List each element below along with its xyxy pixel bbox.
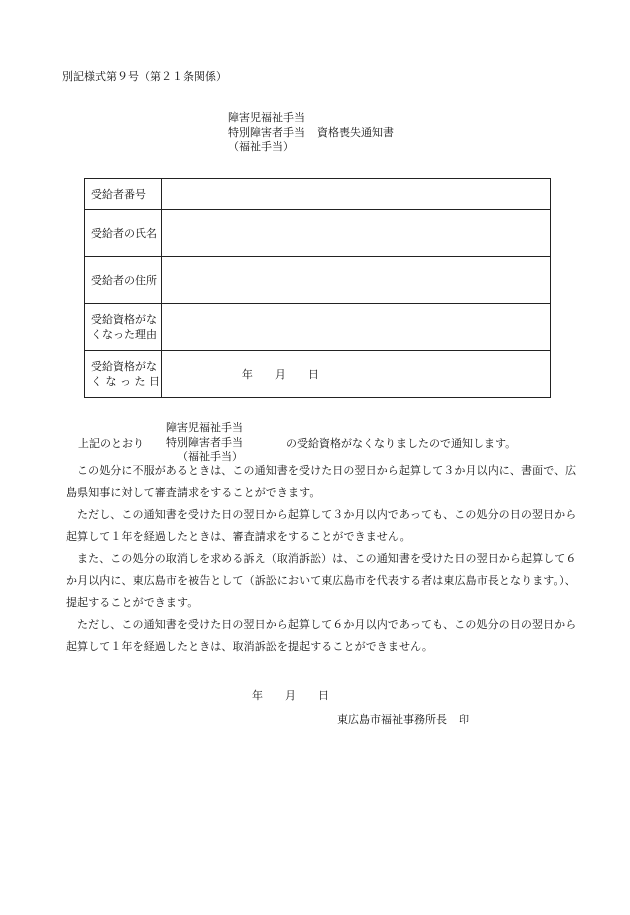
loss-date-year: 年 <box>241 368 253 381</box>
recipient-name-label: 受給者の氏名 <box>85 210 162 257</box>
notice-statement: の受給資格がなくなりましたので通知します。 <box>286 437 517 450</box>
issuer-name: 東広島市福祉事務所長 <box>337 713 447 726</box>
issuer-line <box>337 712 469 728</box>
document-title <box>228 111 394 155</box>
loss-reason-field[interactable] <box>161 304 550 351</box>
form-number: 別記様式第９号（第２１条関係） <box>62 70 227 83</box>
table-row <box>85 351 551 398</box>
loss-reason-label-line2: くなった理由 <box>91 328 157 341</box>
loss-date-label-line2: く な っ た 日 <box>91 375 160 388</box>
table-row <box>85 304 551 351</box>
title-notice-name: 資格喪失通知書 <box>317 125 394 139</box>
title-line-special-allowance <box>228 126 394 141</box>
paragraph-review-limit: ただし、この通知書を受けた日の翌日から起算して３か月以内であっても、この処分の日の翌日から起算して１年を経過したときは、審査請求をすることができません。 <box>66 508 577 543</box>
title-special-allowance: 特別障害者手当 <box>228 125 305 139</box>
table-row <box>85 210 551 257</box>
paragraph-lawsuit: また、この処分の取消しを求める訴え（取消訴訟）は、この通知書を受けた日の翌日から起算して６か月以内に、東広島市を被告として（訴訟において東広島市を代表する者は東広島市長となります。）、提起することができます。 <box>66 552 577 609</box>
recipient-number-field[interactable] <box>161 179 550 210</box>
appeal-instructions <box>66 460 578 658</box>
loss-date-label-line1: 受給資格がな <box>91 360 157 373</box>
issue-date <box>252 688 329 703</box>
notice-allowance-welfare: （福祉手当） <box>177 450 243 463</box>
recipient-address-field[interactable] <box>161 257 550 304</box>
loss-date-month: 月 <box>274 368 286 381</box>
loss-date-label <box>85 351 162 398</box>
recipient-number-label: 受給者番号 <box>85 179 162 210</box>
loss-date-day: 日 <box>307 368 319 381</box>
paragraph-lawsuit-limit: ただし、この通知書を受けた日の翌日から起算して６か月以内であっても、この処分の日の翌日から起算して１年を経過したときは、取消訴訟を提起することができません。 <box>66 618 577 653</box>
recipient-name-field[interactable] <box>161 210 550 257</box>
recipient-info-table <box>84 178 551 398</box>
table-row <box>85 257 551 304</box>
recipient-address-label: 受給者の住所 <box>85 257 162 304</box>
loss-reason-label-line1: 受給資格がな <box>91 313 157 326</box>
seal-mark: 印 <box>459 715 469 726</box>
issue-date-month: 月 <box>285 689 296 702</box>
issue-date-year: 年 <box>252 689 263 702</box>
notice-allowance-special: 特別障害者手当 <box>166 435 243 449</box>
title-line-welfare-allowance: （福祉手当） <box>228 140 294 153</box>
loss-date-field[interactable] <box>161 351 550 398</box>
paragraph-review-request: この処分に不服があるときは、この通知書を受けた日の翌日から起算して３か月以内に、書面で、広島県知事に対して審査請求をすることができます。 <box>66 464 577 499</box>
notice-allowance-list <box>166 421 243 465</box>
title-line-child-allowance: 障害児福祉手当 <box>228 111 305 124</box>
notice-allowance-child: 障害児福祉手当 <box>166 421 243 434</box>
table-row <box>85 179 551 210</box>
loss-reason-label <box>85 304 162 351</box>
notice-lead: 上記のとおり <box>78 437 144 450</box>
issue-date-day: 日 <box>318 689 329 702</box>
